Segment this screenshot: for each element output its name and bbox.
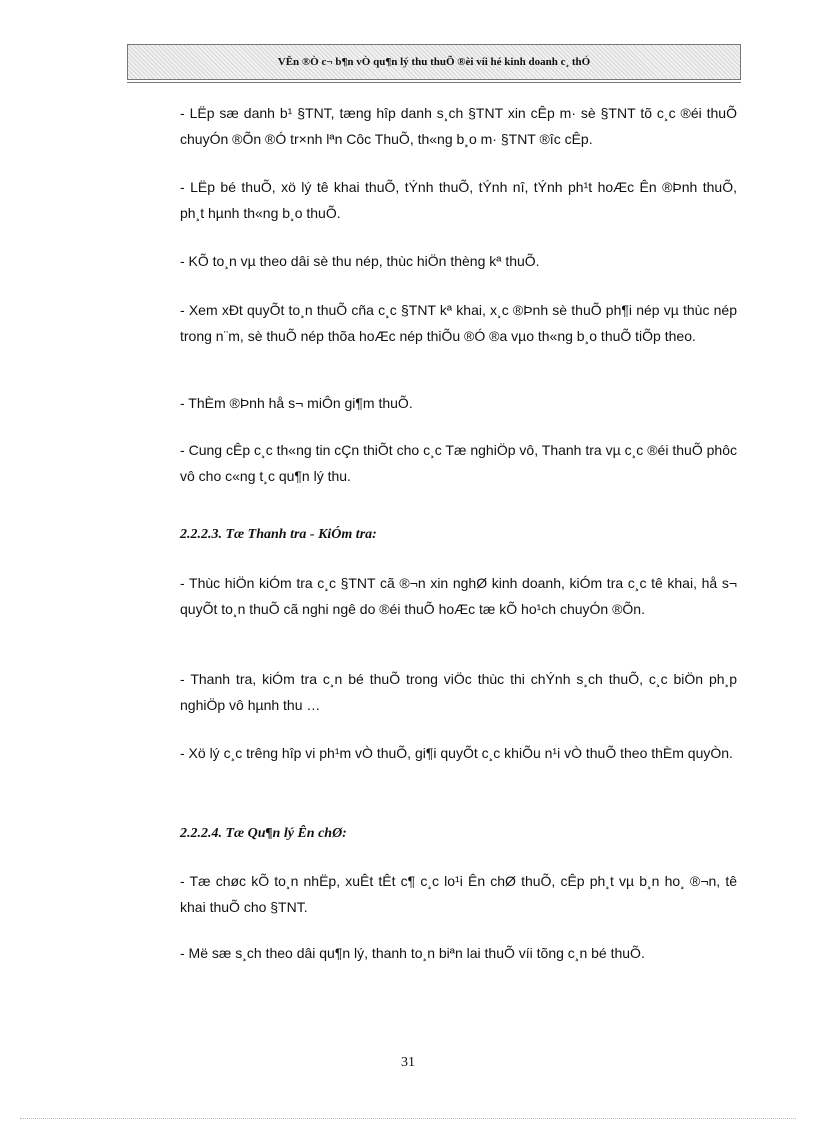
running-header-title: VÊn ®Ò c¬ b¶n vÒ qu¶n lý thu thuÕ ®èi víi hé kinh doanh c¸ thÓ [277, 56, 591, 68]
page-number: 31 [401, 1055, 415, 1070]
paragraph: - Xö lý c¸c trêng hîp vi ph¹m vÒ thuÕ, gi¶i quyÕt c¸c khiÕu n¹i vÒ thuÕ theo thÈm quyÒn. [180, 745, 733, 761]
header-rule [127, 82, 741, 83]
paragraph: - Më sæ s¸ch theo dâi qu¶n lý, thanh to¸n biªn lai thuÕ víi tõng c¸n bé thuÕ. [180, 945, 645, 961]
paragraph: - Cung cÊp c¸c th«ng tin cÇn thiÕt cho c¸c Tæ nghiÖp vô, Thanh tra vµ c¸c ®éi thuÕ phôc vô cho c«ng t¸c qu¶n lý thu. [180, 442, 737, 484]
paragraph: - LËp sæ danh b¹ §TNT, tæng hîp danh s¸ch §TNT xin cÊp m· sè §TNT tõ c¸c ®éi thuÕ chuyÓn ®Õn ®Ó tr×nh lªn Côc ThuÕ, th«ng b¸o m· §TNT ®îc cÊp. [180, 105, 737, 147]
paragraph: - Tæ chøc kÕ to¸n nhËp, xuÊt tÊt c¶ c¸c lo¹i Ên chØ thuÕ, cÊp ph¸t vµ b¸n ho¸ ®¬n, tê khai thuÕ cho §TNT. [180, 873, 737, 915]
paragraph: - Thùc hiÖn kiÓm tra c¸c §TNT cã ®¬n xin nghØ kinh doanh, kiÓm tra c¸c tê khai, hå s¬ quyÕt to¸n thuÕ cã nghi ngê do ®éi thuÕ hoÆc tæ kÕ ho¹ch chuyÓn ®Õn. [180, 575, 737, 617]
paragraph: - Thanh tra, kiÓm tra c¸n bé thuÕ trong viÖc thùc thi chÝnh s¸ch thuÕ, c¸c biÖn ph¸p nghiÖp vô hµnh thu … [180, 671, 737, 713]
paragraph: - Xem xÐt quyÕt to¸n thuÕ cña c¸c §TNT kª khai, x¸c ®Þnh sè thuÕ ph¶i nép vµ thùc nép trong n¨m, sè thuÕ nép thõa hoÆc nép thiÕu ®Ó ®a vµo th«ng b¸o thuÕ tiÕp theo. [180, 302, 737, 344]
page-bottom-divider [20, 1118, 796, 1119]
paragraph: - LËp bé thuÕ, xö lý tê khai thuÕ, tÝnh thuÕ, tÝnh nî, tÝnh ph¹t hoÆc Ên ®Þnh thuÕ, ph¸t hµnh th«ng b¸o thuÕ. [180, 179, 737, 221]
running-header [127, 44, 741, 80]
paragraph: - KÕ to¸n vµ theo dâi sè thu nép, thùc hiÖn thèng kª thuÕ. [180, 253, 540, 269]
section-heading: 2.2.2.4. Tæ Qu¶n lý Ên chØ: [180, 826, 347, 841]
paragraph: - ThÈm ®Þnh hå s¬ miÔn gi¶m thuÕ. [180, 395, 413, 411]
section-heading: 2.2.2.3. Tæ Thanh tra - KiÓm tra: [180, 527, 377, 542]
